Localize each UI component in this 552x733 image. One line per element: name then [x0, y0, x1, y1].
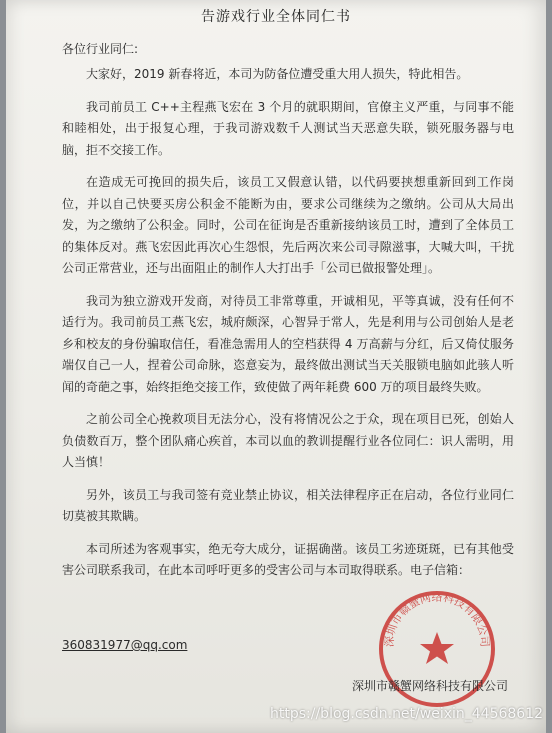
paragraph-7: 本司所述为客观事实，绝无夸大成分，证据确凿。该员工劣迹斑斑，已有其他受害公司联系我司，在此本司呼吁更多的受害公司与本司取得联系。电子信箱：: [62, 541, 514, 577]
source-watermark: https://blog.csdn.net/weixin_44568612: [270, 706, 544, 722]
letter-greeting: 各位行业同仁:: [62, 42, 139, 56]
seal-text: 深圳市赣蟹网络科技有限公司: [382, 590, 492, 648]
paragraph-5: 之前公司全心挽救项目无法分心，没有将情况公之于众，现在项目已死，创始人负债数百万，整个团队痛心疾首，本司以血的教训提醒行业各位同仁：识人需明，用人当慎！: [62, 412, 514, 469]
letter-paper: [6, 0, 546, 733]
paragraph-2: 我司前员工 C++主程燕飞宏在 3 个月的就职期间，官僚主义严重，与同事不能和睦相处，出于报复心理，于我司游戏数千人测试当天恶意失联，锁死服务器与电脑，拒不交接工作。: [62, 99, 514, 157]
paragraph-3: 在造成无可挽回的损失后，该员工又假意认错，以代码要挟想重新回到工作岗位，并以自己快要买房公积金不能断为由，要求公司继续为之缴纳。公司从大局出发，为之缴纳了公积金。同时，公司在征询是否重新接纳该员工时，遭到了全体员工的集体反对。燕飞宏因此再次心生怨恨，先后两次来公司寻隙滋事，大喊大叫，干扰公司正常营业，还与出面阻止的制作人大打出手「公司已做报警处理」。: [62, 175, 514, 275]
letter-title: 告游戏行业全体同仁书: [201, 9, 351, 25]
paragraph-4: 我司为独立游戏开发商，对待员工非常尊重，开诚相见，平等真诚，没有任何不适行为。我司前员工燕飞宏，城府颇深，心智异于常人，先是利用与公司创始人是老乡和校友的身份骗取信任，看准急需用人的空档获得 4 万高薪与分红，后又倚仗服务端仅自己一人，捏着公司命脉，恣意妄为，最终做出测试当天关服锁电脑如此骇人听闻的奇葩之事，始终拒绝交接工作，致使做了两年耗费 600 万的项目最终失败。: [62, 293, 514, 394]
company-signature: 深圳市赣蟹网络科技有限公司: [352, 679, 509, 693]
paragraph-6: 另外，该员工与我司签有竞业禁止协议，相关法律程序正在启动，各位行业同仁切莫被其欺瞒。: [62, 487, 514, 523]
paragraph-1: 大家好，2019 新春将近，本司为防备位遭受重大用人损失，特此相告。: [86, 67, 469, 81]
svg-text:深圳市赣蟹网络科技有限公司: [383, 590, 491, 647]
letter-body: [62, 64, 514, 593]
contact-email: 360831977@qq.com: [62, 638, 188, 652]
